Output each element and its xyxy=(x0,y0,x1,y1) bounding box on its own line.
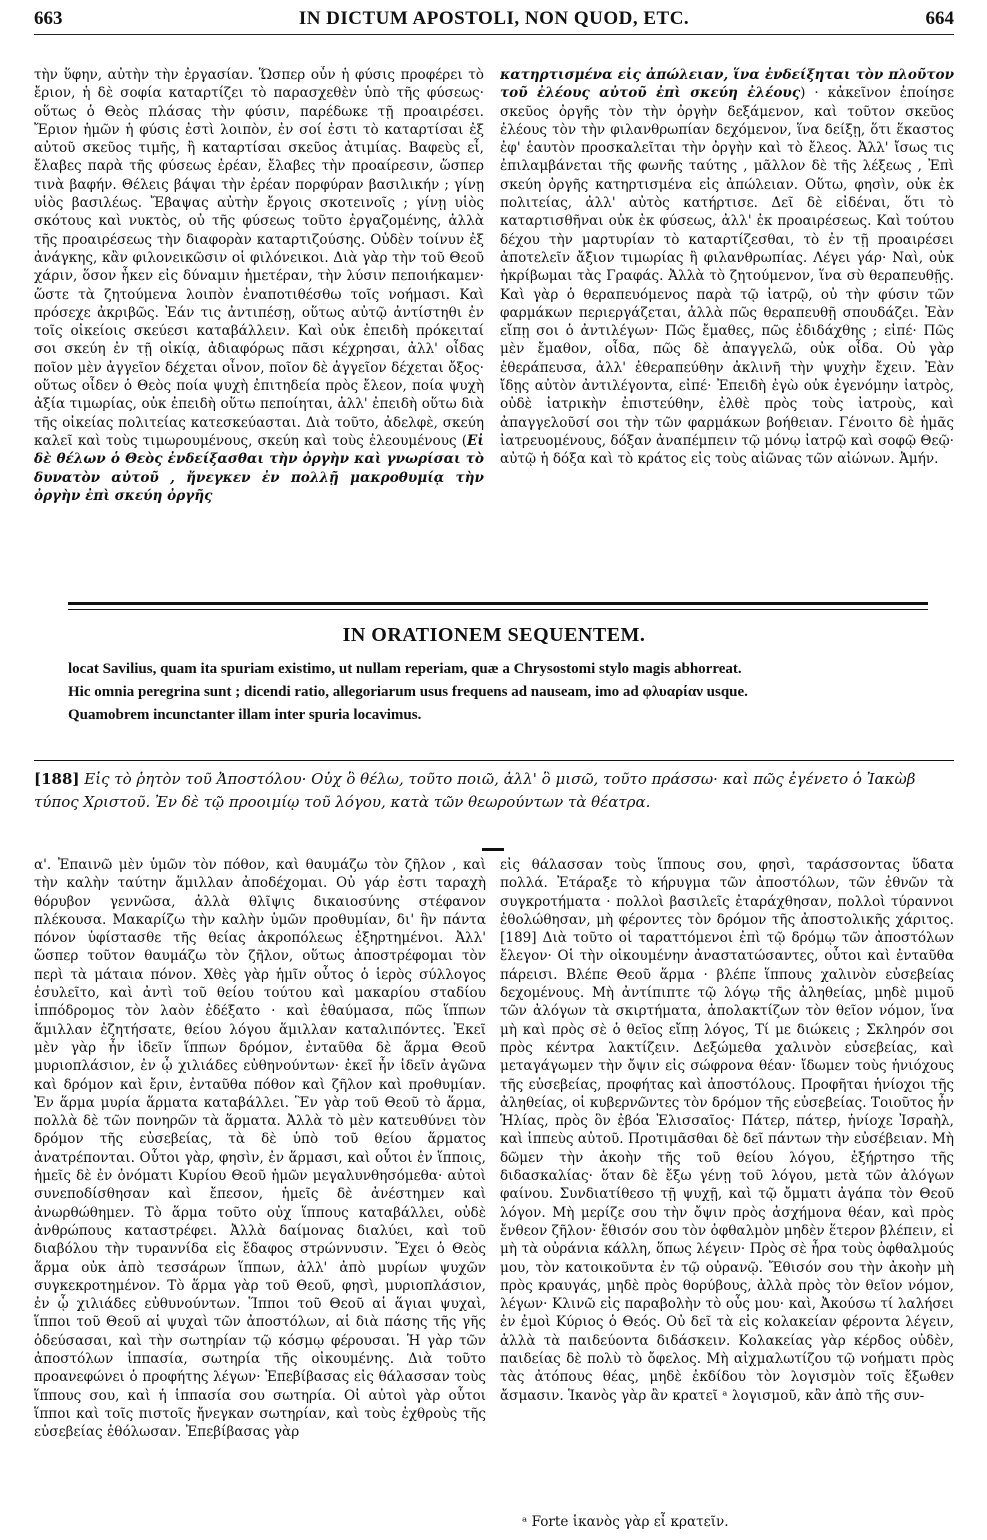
section-divider-thick xyxy=(68,602,928,605)
footnote: ᵃ Forte ἱκανὸς γὰρ εἶ κρατεῖν. xyxy=(522,1514,729,1530)
section-divider-thin xyxy=(68,609,928,610)
top-left-column xyxy=(34,66,484,601)
homily-title-text: Εἰς τὸ ῥητὸν τοῦ Ἀποστόλου· Οὐχ ὃ θέλω, τοῦτο ποιῶ, ἀλλ' ὃ μισῶ, τοῦτο πράσσω· καὶ πῶς ἐγένετο ὁ Ἰακὼβ τύπος Χριστοῦ. Ἐν δὲ τῷ προοιμίῳ τοῦ λόγου, κατὰ τῶν θεωρούντων τὰ θέατρα. xyxy=(34,770,916,811)
section-title: IN ORATIONEM SEQUENTEM. xyxy=(342,624,646,646)
latin-note-line: Quamobrem incunctanter illam inter spuria locavimus. xyxy=(68,707,422,723)
top-right-column xyxy=(500,66,954,546)
left-page-number: 663 xyxy=(34,8,63,29)
page-header xyxy=(34,8,954,36)
right-page-number: 664 xyxy=(925,8,954,29)
bottom-right-column xyxy=(500,856,954,1510)
latin-note xyxy=(68,658,948,727)
latin-note-line: Hic omnia peregrina sunt ; dicendi ratio, allegoriarum usus frequens ad nauseam, imo ad φλυαρίαν usque. xyxy=(68,684,748,700)
top-right-scripture-quote: κατηρτισμένα εἰς ἀπώλειαν, ἵνα ἐνδείξηται τὸν πλοῦτον τοῦ ἐλέους αὐτοῦ ἐπὶ σκεύη ἐλέους xyxy=(500,67,954,102)
top-left-text: τὴν ὕφην, αὐτὴν τὴν ἐργασίαν. Ὥσπερ οὖν ἡ φύσις προφέρει τὸ ἔριον, ἡ δὲ σοφία καταρτίζει τὸ παρασχεθὲν ὑπὸ τῆς φύσεως· οὕτως ὁ Θεὸς πλάσας τὴν φύσιν, παρέδωκε τῇ προαιρέσει. Ἔριον ἡμῶν ἡ φύσις ἐστὶ λοιπὸν, ἐν σοί ἐστι τὸ καταρτίσαι ἐξ αὐτοῦ σκεῦος τιμῆς, ἢ καταρτίσαι σκεῦος ἀτιμίας. Βαφεὺς εἶ, ἔλαβες παρὰ τῆς φύσεως ἐρέαν, ἔλαβες τὴν προαίρεσιν, ὥσπερ τινὰ βαφήν. Θέλεις βάψαι τὴν ἐρέαν πορφύραν βασιλικήν ; γίνῃ υἱὸς βασιλέως. Ἔβαψας αὐτὴν ἔργοις σκοτεινοῖς ; γίνῃ υἱὸς σκότους καὶ νυκτὸς, οὐ τῆς φύσεως τοῦτο ἐργαζομένης, ἀλλὰ τῆς προαιρέσεως τὴν διαφορὰν καταρτιζούσης. Οὐδὲν τοίνυν ἐξ ἀνάγκης, κἂν φιλονεικῶσιν οἱ φιλόνεικοι. Διὰ γὰρ τὴν τοῦ Θεοῦ χάριν, ὅσον ἧκεν εἰς δύναμιν ἡμετέραν, τὴν λύσιν πεποιήκαμεν· ὥστε τὰ ζητούμενα λοιπὸν ἐναποτιθέσθω τοῖς νοήμασι. Καὶ πρόσεχε ἀκριβῶς. Ἐάν τις ἀντιπέσῃ, οὕτως αὐτῷ ἀντίστηθι ἐν τοῖς οἰκείοις σκεύεσι καταβάλλειν. Καὶ οὐκ ἐπειδὴ πρόκειταί σοι σκεύη ἐν τῇ οἰκίᾳ, ἀδιαφόρως πᾶσι κέχρησαι, ἀλλ' οἶδας ποῖον μὲν ἀγγεῖον δέχεται οἶνον, ποῖον δὲ ἀγγεῖον δέχεται ὄξος· οὕτως οἶδεν ὁ Θεὸς ποία ψυχὴ ἐπιτηδεία πρὸς ἔλεον, ποία ψυχὴ ἀξία τιμωρίας, οὐκ ἐπειδὴ οὕτω πεποίηται, ἀλλ' ἐπειδὴ οὕτω διὰ τῆς οἰκείας πολιτείας κατεσκεύασται. Διὰ τοῦτο, ἀδελφὲ, σκεύη καλεῖ καὶ τοὺς τιμωρουμένους, σκεύη καὶ τοὺς ἐλεουμένους ( xyxy=(34,67,484,449)
latin-note-line: locat Savilius, quam ita spuriam existimo, ut nullam reperiam, quæ a Chrysostomi stylo magis abhorreat. xyxy=(68,661,742,677)
bottom-left-text: α'. Ἐπαινῶ μὲν ὑμῶν τὸν πόθον, καὶ θαυμάζω τὸν ζῆλον , καὶ τὴν καλὴν ταύτην ἅμιλλαν ἀποδέχομαι. Οὐ γάρ ἐστι ταραχὴ θόρυβον γεννῶσα, ἀλλὰ θλῖψις δικαιοσύνης στέφανον πλέκουσα. Μακαρίζω τὴν καλὴν ὑμῶν προθυμίαν, δι' ἣν πάντα πόνον ὑφίστασθε τῆς θείας ἀκροπόλεως ἐξηρτημένοι. Ἀλλ' ὥσπερ τοῦτον θαυμάζω τὸν ζῆλον, οὕτως ἀποστρέφομαι τὸν περὶ τὰ μάταια πόνον. Χθὲς γὰρ ἡμῖν οὗτος ὁ ἱερὸς σύλλογος ἐσυλεῖτο, καὶ ἀντὶ τοῦ θείου τούτου καὶ μακαρίου σταδίου ἱππόδρομος τὸν λαὸν ἐδέξατο · καὶ ἐθαύμασα, πῶς ἵππων ἅμιλλαν ἐζητήσατε, θείου λόγου ἅμιλλαν καταλιπόντες. Ἐκεῖ μὲν γὰρ ἦν ἰδεῖν ἵππων δρόμον, ἐνταῦθα δὲ ἅρμα Θεοῦ μυριοπλάσιον, ἐν ᾧ χιλιάδες εὐθηνούντων· ἐκεῖ ἦν ἰδεῖν ἀγῶνα καὶ δρόμον καὶ ἔριν, ἐνταῦθα πόθον καὶ ζῆλον καὶ προθυμίαν. Ἐν ἅρμα μυρία ἅρματα καταβάλλει. Ἓν γὰρ τοῦ Θεοῦ τὸ ἅρμα, πολλὰ δὲ τῶν πονηρῶν τὰ ἅρματα. Ἀλλὰ τὸ μὲν κατευθύνει τὸν δρόμον τῆς εὐσεβείας, τὰ δὲ ὑπὸ τοῦ θείου ἅρματος ἀνατρέπονται. Οὗτοι γὰρ, φησὶν, ἐν ἅρμασι, καὶ οὗτοι ἐν ἵπποις, ἡμεῖς δὲ ἐν ὀνόματι Κυρίου Θεοῦ ἡμῶν μεγαλυνθησόμεθα· αὐτοὶ συνεποδίσθησαν καὶ ἔπεσον, ἡμεῖς δὲ ἀνέστημεν καὶ ἀνωρθώθημεν. Τὸ ἅρμα τοῦτο οὐχ ἵππους καταβάλλει, οὐδὲ ἀνθρώπους καταστρέφει. Ἀλλὰ δαίμονας διαλύει, καὶ τοῦ διαβόλου τὴν τυραννίδα εἰς ἔδαφος στρώννυσιν. Ἔχει ὁ Θεὸς ἅρμα οὐκ ἀπὸ τεσσάρων ἵππων, ἀλλ' ἀπὸ μυρίων ψυχῶν συγκεκροτημένον. Τὸ ἅρμα γὰρ τοῦ Θεοῦ, φησὶ, μυριοπλάσιον, ἐν ᾧ χιλιάδες εὐθυνούντων. Ἵπποι τοῦ Θεοῦ αἱ ἅγιαι ψυχαὶ, ἵπποι τοῦ Θεοῦ αἱ ψυχαὶ τῶν ἀποστόλων, αἱ διὰ πάσης τῆς γῆς ὁδεύσασαι, καὶ τὴν σωτηρίαν τῷ κόσμῳ φέρουσαι. Ἡ γὰρ τῶν ἀποστόλων ἱππασία, σωτηρία τῆς οἰκουμένης. Διὰ τοῦτο προανεφώνει ὁ προφήτης λέγων· Ἐπεβίβασας εἰς θάλασσαν τοὺς ἵππους σου, καὶ ἡ ἱππασία σου σωτηρία. Οἱ αὐτοὶ γὰρ οὗτοι ἵπποι καὶ τοῖς πιστοῖς ἤνεγκαν σωτηρίαν, καὶ τοὺς ἐχθροὺς τῆς εὐσεβείας ἐθόλωσαν. Ἐπεβίβασας γὰρ xyxy=(34,857,486,1441)
homily-title xyxy=(34,768,954,814)
bottom-right-text: εἰς θάλασσαν τοὺς ἵππους σου, φησὶ, ταράσσοντας ὕδατα πολλά. Ἐτάραξε τὸ κήρυγμα τῶν ἀποστόλων, τῶν ἐθνῶν τὰ συγκροτήματα · πολλοὶ βασιλεῖς ἐταράχθησαν, πολλοὶ τύραννοι ἐθολώθησαν, μὴ φέροντες τὸν δρόμον τῆς ἀποστολικῆς χάριτος. [189] Διὰ τοῦτο οἱ ταραττόμενοι ἐπὶ τῷ δρόμῳ τῶν ἀποστόλων ἔλεγον· Οἱ τὴν οἰκουμένην ἀναστατώσαντες, οὗτοι καὶ ἐνταῦθα πάρεισι. Βλέπε Θεοῦ ἅρμα · βλέπε ἵππους χαλινὸν εὐσεβείας δεχομένους. Μὴ ἀντίπιπτε τῷ λόγῳ τῆς ἀληθείας, μηδὲ μιμοῦ τῶν ἀλόγων τὰ σκιρτήματα, ἀπολακτίζων τὸν θεῖον νόμον, ἵνα μὴ καὶ πρὸς σὲ ὁ θεῖος εἴπῃ λόγος, Τί με διώκεις ; Σκληρόν σοι πρὸς κέντρα λακτίζειν. Δεξώμεθα χαλινὸν εὐσεβείας, καὶ μεταγάγωμεν τὴν ὄψιν εἰς σώφρονα θέαν· ἴδωμεν τοὺς ἡνιόχους τῆς εὐσεβείας, προφήτας καὶ ἀποστόλους. Προφῆται ἡνίοχοι τῆς ἀληθείας, οἱ κυβερνῶντες τὸν δρόμον τῆς εὐσεβείας. Τοιοῦτος ἦν Ἡλίας, πρὸς ὃν ἐβόα Ἐλισσαῖος· Πάτερ, πάτερ, ἡνίοχε Ἰσραὴλ, καὶ ἱππεὺς αὐτοῦ. Προτιμᾶσθαι δὲ δεῖ πάντων τὴν εὐσέβειαν. Μὴ δῶμεν τὴν ἀκοὴν τῆς τοῦ θείου λόγου, ἐξήρτησο τῆς διδασκαλίας· ὅταν δὲ ἔξω γένῃ τοῦ λόγου, μετὰ τῶν ἀλόγων φαίνου. Συνδιατίθεσο τῇ ψυχῇ, καὶ τῷ ὄμματι ἀγάπα τὸν Θεοῦ λόγον. Μὴ μερίζε σου τὴν ὄψιν πρὸς ἀσχήμονα θέαν, καὶ πρὸς ἔνθεον ζῆλον· ἔθισόν σου τὸν ὀφθαλμὸν μηδὲν ἕτερον βλέπειν, εἰ μὴ τὰ οὐράνια κάλλη, ὅπως λέγειν· Πρὸς σὲ ἦρα τοὺς ὀφθαλμούς μου, τὸν κατοικοῦντα ἐν τῷ οὐρανῷ. Ἔθισόν σου τὴν ἀκοὴν μὴ πρὸς κραυγάς, μηδὲ πρὸς θορύβους, ἀλλὰ πρὸς τὸν θεῖον νόμον, λέγων· Κλινῶ εἰς παραβολὴν τὸ οὖς μου· καὶ, Ἀκούσω τί λαλήσει ἐν ἐμοὶ Κύριος ὁ Θεός. Οὐ δεῖ τὰ εἰς κολακείαν φέροντα λέγειν, ἀλλὰ τὰ παιδεύοντα διδάσκειν. Κολακείας γὰρ κέρδος οὐδὲν, παιδείας δὲ πολὺ τὸ ὄφελος. Μὴ αἰχμαλωτίζου τῷ νοήματι πρὸς τὰς ἀτόπους θέας, μηδὲ ἐκδίδου τὸν λογισμὸν τοῖς ἔξωθεν ἄσμασιν. Ἱκανὸς γὰρ ἂν κρατεῖ ᵃ λογισμοῦ, κἂν ἀπὸ τῆς συν- xyxy=(500,857,954,1404)
top-right-text: ) · κἀκεῖνον ἐποίησε σκεῦος ὀργῆς τὸν τὴν ὀργὴν δεξάμενον, καὶ τοῦτον σκεῦος ἐλέους τὸν τὴν φιλανθρωπίαν δεχόμενον, ἵνα δείξῃ, ὅτι ἕκαστος ἐφ' ἑαυτὸν προσκαλεῖται τὴν ὀργὴν καὶ τὸ ἔλεος. Ἀλλ' ἴσως τις ἐπιλαμβάνεται τῆς φωνῆς ταύτης , μᾶλλον δὲ τῆς λέξεως , Ἐπὶ σκεύη ὀργῆς κατηρτισμένα εἰς ἀπώλειαν. Οὕτω, φησὶν, οὐκ ἐκ πολιτείας, ἀλλ' αὐτὸς κατήρτισε. Δεῖ δὲ εἰδέναι, ὅτι τὸ καταρτισθῆναι οὐκ ἐκ φύσεως, ἀλλ' ἐκ προαιρέσεως. Καὶ τούτου δέχου τὴν μαρτυρίαν τὸ καταρτίζεσθαι, τὸ ἐν τῇ προαιρέσει ἀποτελεῖν ἄξιον τιμωρίας ἢ φιλανθρωπίας. Λέγει γάρ· Ναὶ, οὐκ ἠκρίβωμαι τὰς Γραφάς. Ἀλλὰ τὸ ζητούμενον, ἵνα σὺ θεραπευθῇς. Καὶ γὰρ ὁ θεραπευόμενος παρὰ τῷ ἰατρῷ, οὐ τὴν φύσιν τῶν φαρμάκων περιεργάζεται, ἀλλὰ πῶς θεραπευθῇ σπουδάζει. Ἐὰν εἴπῃ σοι ὁ ἀντιλέγων· Πῶς ἔμαθες, πῶς ἐδιδάχθης ; εἰπέ· Πῶς μὲν ἔμαθον, οἶδα, πῶς δὲ ἀπαγγελῶ, οὐκ οἶδα. Οὐ γὰρ ἐθεράπευσα, ἀλλ' ἐθεραπεύθην ἀκλινῆ τὴν ψυχὴν ἔχειν. Ἐὰν ἴδῃς αὐτὸν ἀντιλέγοντα, εἰπέ· Ἐπειδὴ ἐγὼ οὐκ ἐγενόμην ἰατρὸς, οὐδὲ ἰατρικὴν ἐπιστεύθην, ἐλθὲ πρὸς τοὺς ἰατροὺς, καὶ ἀπαγγελοῦσί σοι τὴν τῶν φαρμάκων βοήθειαν. Γένοιτο δὲ ἡμᾶς ἰατρευομένους, δόξαν ἀναπέμπειν τῷ μόνῳ ἰατρῷ καὶ σοφῷ Θεῷ· αὐτῷ ἡ δόξα καὶ τὸ κράτος εἰς τοὺς αἰῶνας τῶν αἰώνων. Ἀμήν. xyxy=(500,85,954,468)
top-left-scripture-quote: Εἰ δὲ θέλων ὁ Θεὸς ἐνδείξασθαι τὴν ὀργὴν καὶ γνωρίσαι τὸ δυνατὸν αὐτοῦ , ἤνεγκεν ἐν πολλῇ μακροθυμίᾳ τὴν ὀργὴν ἐπὶ σκεύη ὀργῆς xyxy=(34,432,484,504)
homily-number: [188] xyxy=(34,770,80,788)
title-dash xyxy=(482,848,504,851)
bottom-left-column xyxy=(34,856,486,1510)
running-title: IN DICTUM APOSTOLI, NON QUOD, ETC. xyxy=(298,8,690,29)
header-rule xyxy=(34,34,954,35)
homily-rule xyxy=(34,760,954,761)
